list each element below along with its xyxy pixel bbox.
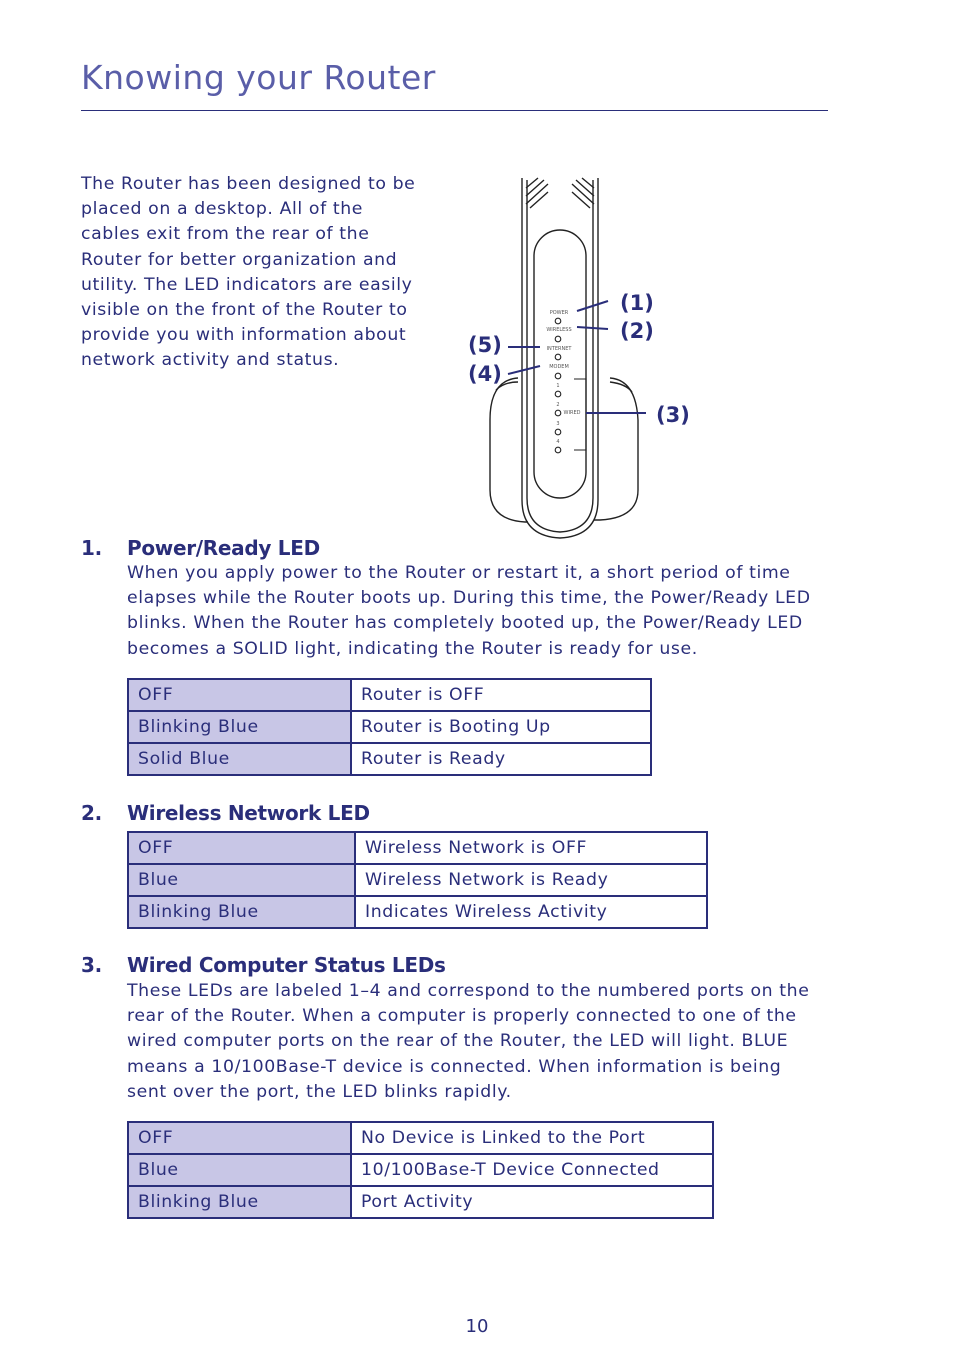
- led-state: Blinking Blue: [128, 711, 351, 743]
- port-number-1: 1: [556, 383, 560, 389]
- section-number: 1.: [81, 536, 102, 560]
- port-number-2: 2: [556, 402, 560, 408]
- table-row: [128, 864, 707, 896]
- port-number-4: 4: [556, 439, 560, 445]
- led-meaning: No Device is Linked to the Port: [351, 1122, 713, 1154]
- table-row: [128, 743, 651, 775]
- port-number-3: 3: [556, 421, 560, 427]
- table-row: [128, 711, 651, 743]
- section-wireless-network-led: [81, 801, 370, 825]
- section-title: Wireless Network LED: [127, 801, 370, 825]
- led-label-modem: MODEM: [549, 364, 569, 370]
- led-state: Blue: [128, 1154, 351, 1186]
- led-label-internet: INTERNET: [546, 346, 572, 352]
- page-title: Knowing your Router: [81, 58, 436, 97]
- led-state: Blinking Blue: [128, 896, 355, 928]
- wired-led-table: [127, 1121, 714, 1219]
- callout-4: (4): [468, 362, 502, 386]
- led-state: OFF: [128, 832, 355, 864]
- led-meaning: Router is Ready: [351, 743, 651, 775]
- led-label-wired: WIRED: [563, 410, 581, 416]
- page-number: 10: [465, 1316, 489, 1337]
- led-meaning: Wireless Network is OFF: [355, 832, 707, 864]
- intro-paragraph: The Router has been designed to be placed on a desktop. All of the cables exit from the rear of the Router for better organization and utility. The LED indicators are easily visible on the front of the Router to provide you with information about network activity and status.: [81, 174, 416, 371]
- section-title: Power/Ready LED: [127, 536, 320, 560]
- led-wireless: [555, 336, 561, 342]
- led-state: OFF: [128, 679, 351, 711]
- wired-leds-description: These LEDs are labeled 1–4 and correspond to the numbered ports on the rear of the Router. When a computer is properly connected to one of the wired computer ports on the rear of the Router, the LED will light. BLUE means a 10/100Base-T device is connected. When information is being sent over the port, the LED blinks rapidly.: [127, 981, 810, 1102]
- led-power: [555, 318, 561, 324]
- power-led-description: When you apply power to the Router or restart it, a short period of time elapses while the Router boots up. During this time, the Power/Ready LED blinks. When the Router has completely booted up, the Power/Ready LED becomes a SOLID light, indicating the Router is ready for use.: [127, 563, 811, 659]
- table-row: [128, 896, 707, 928]
- callout-1: (1): [620, 291, 654, 315]
- router-front-illustration: [460, 170, 700, 542]
- table-row: [128, 1122, 713, 1154]
- table-row: [128, 679, 651, 711]
- table-row: [128, 1186, 713, 1218]
- led-internet: [555, 354, 561, 360]
- led-state: Blue: [128, 864, 355, 896]
- section-power-ready-led: [81, 536, 320, 560]
- led-wired-3: [555, 429, 561, 435]
- table-row: [128, 1154, 713, 1186]
- led-meaning: Router is OFF: [351, 679, 651, 711]
- led-wired-4: [555, 447, 561, 453]
- led-wired-2: [555, 410, 561, 416]
- led-meaning: Router is Booting Up: [351, 711, 651, 743]
- section-number: 3.: [81, 953, 102, 977]
- callout-5: (5): [468, 333, 502, 357]
- led-label-power: POWER: [549, 310, 569, 316]
- led-state: Solid Blue: [128, 743, 351, 775]
- led-meaning: Port Activity: [351, 1186, 713, 1218]
- led-wired-1: [555, 391, 561, 397]
- power-led-table: [127, 678, 652, 776]
- led-state: OFF: [128, 1122, 351, 1154]
- led-meaning: Indicates Wireless Activity: [355, 896, 707, 928]
- led-state: Blinking Blue: [128, 1186, 351, 1218]
- led-label-wireless: WIRELESS: [546, 327, 572, 333]
- led-meaning: Wireless Network is Ready: [355, 864, 707, 896]
- section-wired-computer-status-leds: [81, 953, 446, 977]
- wireless-led-table: [127, 831, 708, 929]
- callout-3: (3): [656, 403, 690, 427]
- led-meaning: 10/100Base-T Device Connected: [351, 1154, 713, 1186]
- title-divider: [81, 110, 828, 111]
- led-modem: [555, 373, 561, 379]
- callout-2: (2): [620, 319, 654, 343]
- table-row: [128, 832, 707, 864]
- section-title: Wired Computer Status LEDs: [127, 953, 446, 977]
- section-number: 2.: [81, 801, 102, 825]
